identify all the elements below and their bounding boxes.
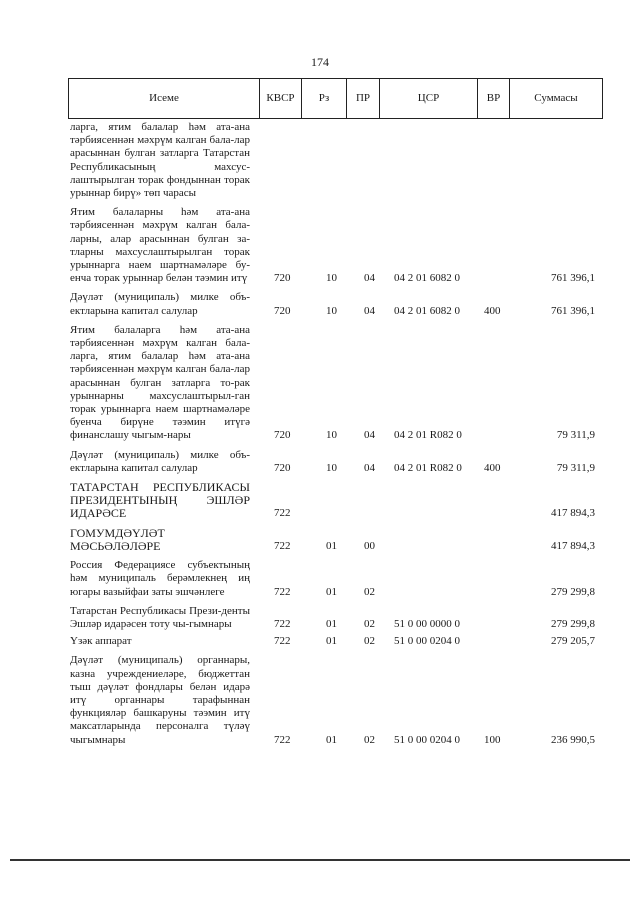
- row-pr: 02: [364, 585, 375, 598]
- row-kvsr: 720: [274, 304, 291, 317]
- row-kvsr: 722: [274, 585, 291, 598]
- row-csr: 04 2 01 6082 0: [394, 304, 460, 317]
- row-rz: 01: [326, 585, 337, 598]
- header-sum: Суммасы: [509, 79, 602, 118]
- row-vr: 400: [484, 461, 501, 474]
- row-name: Ятим балаларны һәм ата-ана тәрбиясеннән мәхрүм калган бала-ларны, алар арасыннан булган за-тларны махсуслаштырылган торак урыннарга наем шартнамәләре бу-енча торак урыннар белән тәэмин итү: [70, 206, 250, 285]
- row-kvsr: 720: [274, 429, 291, 442]
- row-sum: 279 299,8: [551, 617, 595, 630]
- row-sum: 79 311,9: [556, 429, 595, 442]
- row-kvsr: 720: [274, 461, 291, 474]
- row-kvsr: 720: [274, 272, 291, 285]
- row-pr: 04: [364, 461, 375, 474]
- row-rz: 10: [326, 461, 337, 474]
- row-pr: 02: [364, 635, 375, 648]
- row-name: ГОМУМДӘҮЛӘТ МӘСЬӘЛӘЛӘРЕ: [70, 525, 165, 553]
- row-name: ларга, ятим балалар һәм ата-ана тәрбиясеннән мәхрүм калган бала-лар арасыннан булган затларга Татарстан Республикасының махсус-лаштырылган торак фондыннан торак урыннар бирү» төп чарасы: [70, 121, 250, 200]
- table-row: [68, 559, 603, 599]
- row-rz: 10: [326, 304, 337, 317]
- row-sum: 279 205,7: [551, 635, 595, 648]
- row-vr: 100: [484, 733, 501, 746]
- row-sum: 279 299,8: [551, 585, 595, 598]
- header-pr: ПР: [346, 79, 379, 118]
- header-rz: Рз: [301, 79, 346, 118]
- table-body: [68, 121, 603, 747]
- row-name: Дәүләт (муниципаль) милке объ-ектларына капитал салулар: [70, 448, 250, 474]
- row-kvsr: 722: [274, 635, 291, 648]
- row-csr: 51 0 00 0204 0: [394, 635, 460, 648]
- row-pr: 04: [364, 429, 375, 442]
- row-rz: 01: [326, 539, 337, 552]
- table-row: [68, 481, 603, 521]
- header-name: Исеме: [149, 92, 179, 104]
- row-name: Үзәк аппарат: [70, 635, 132, 648]
- row-rz: 01: [326, 617, 337, 630]
- row-rz: 01: [326, 635, 337, 648]
- row-rz: 10: [326, 429, 337, 442]
- row-pr: 02: [364, 617, 375, 630]
- row-csr: 04 2 01 6082 0: [394, 272, 460, 285]
- row-name: Россия Федерациясе субъектының һәм муниципаль берәмлекнең иң югары вазыйфаи заты эшчәнлеге: [70, 559, 250, 598]
- table-row: [68, 605, 603, 631]
- row-name: ТАТАРСТАН РЕСПУБЛИКАСЫ ПРЕЗИДЕНТЫНЫҢ ЭШЛӘР ИДАРӘСЕ: [70, 480, 250, 521]
- table-row: [68, 527, 603, 553]
- row-rz: 01: [326, 733, 337, 746]
- row-pr: 02: [364, 733, 375, 746]
- row-vr: 400: [484, 304, 501, 317]
- row-name: Ятим балаларга һәм ата-ана тәрбиясеннән мәхрүм калган бала-ларга, ятим балалар һәм ата-ана тәрбиясеннән мәхрүм калган бала-лар арасыннан булган затларга то-рак урыннарны махсуслаштырыл-ган торак урыннарга наем шартнамәләре буенча бирүне тәэмин итүгә финанслашу чыгым-нары: [70, 323, 250, 442]
- table-row: [68, 206, 603, 285]
- row-csr: 51 0 00 0204 0: [394, 733, 460, 746]
- header-csr: ЦСР: [379, 79, 477, 118]
- row-name: Дәүләт (муниципаль) милке объ-ектларына капитал салулар: [70, 291, 250, 317]
- header-kvsr: КВСР: [259, 79, 301, 118]
- row-sum: 417 894,3: [551, 507, 595, 520]
- header-vr: ВР: [477, 79, 509, 118]
- row-kvsr: 722: [274, 507, 291, 520]
- row-rz: 10: [326, 272, 337, 285]
- page-number: 174: [311, 55, 329, 69]
- row-csr: 04 2 01 R082 0: [394, 461, 462, 474]
- row-sum: 417 894,3: [551, 539, 595, 552]
- bottom-rule: [10, 859, 630, 861]
- row-sum: 761 396,1: [551, 272, 595, 285]
- row-csr: 04 2 01 R082 0: [394, 429, 462, 442]
- row-sum: 761 396,1: [551, 304, 595, 317]
- row-sum: 79 311,9: [556, 461, 595, 474]
- row-name: Дәүләт (муниципаль) органнары, казна учреждениеләре, бюджеттан тыш дәүләт фондлары белән идарә итү органнары тарафыннан функцияләр башкаруны тәэмин итү максатларында персоналга түләү чыгымнары: [70, 654, 250, 746]
- row-kvsr: 722: [274, 617, 291, 630]
- table-header: [68, 78, 603, 119]
- row-csr: 51 0 00 0000 0: [394, 617, 460, 630]
- table-row: [68, 121, 603, 200]
- row-pr: 04: [364, 304, 375, 317]
- row-pr: 04: [364, 272, 375, 285]
- table-row: [68, 449, 603, 475]
- row-kvsr: 722: [274, 539, 291, 552]
- row-kvsr: 722: [274, 733, 291, 746]
- table-row: [68, 635, 603, 648]
- row-sum: 236 990,5: [551, 733, 595, 746]
- table-row: [68, 654, 603, 746]
- row-name: Татарстан Республикасы Прези-денты Эшләр идарәсен тоту чы-гымнары: [70, 604, 250, 630]
- row-pr: 00: [364, 539, 375, 552]
- table-row: [68, 291, 603, 317]
- table-row: [68, 324, 603, 443]
